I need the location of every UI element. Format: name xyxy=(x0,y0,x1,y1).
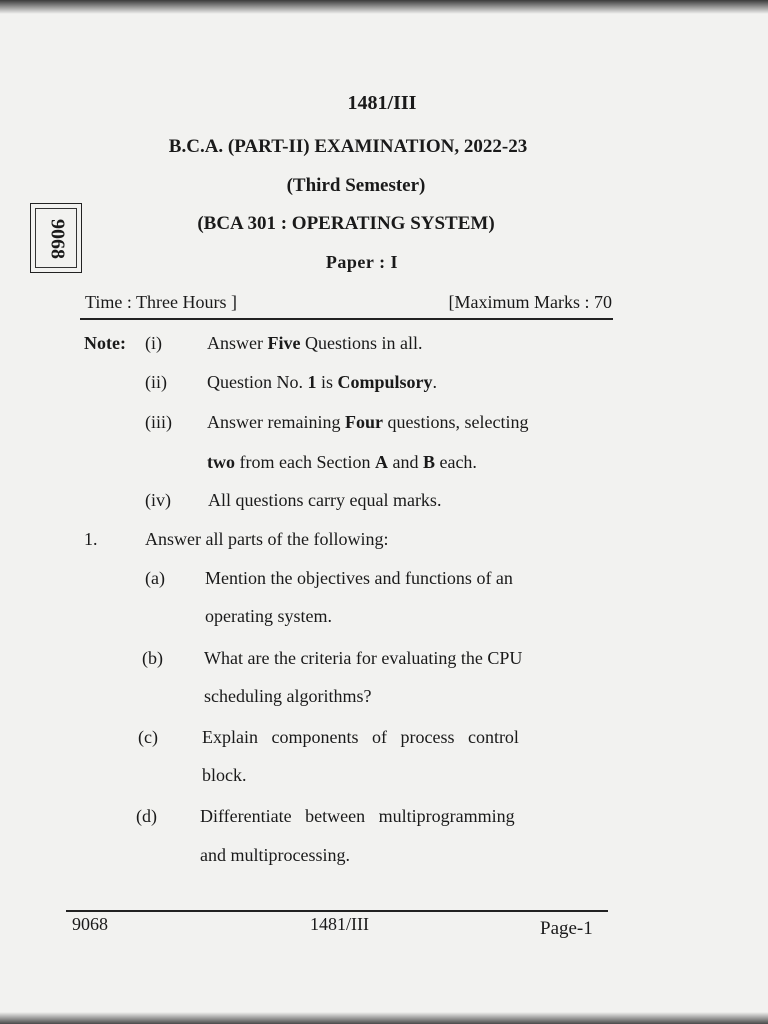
note-text: Question No. 1 is Compulsory. xyxy=(207,372,438,392)
part-text-continued: block. xyxy=(202,765,247,785)
course-title: (BCA 301 : OPERATING SYSTEM) xyxy=(197,213,495,234)
exam-title: B.C.A. (PART-II) EXAMINATION, 2022-23 xyxy=(168,136,528,157)
header-divider xyxy=(80,318,613,320)
part-label: (a) xyxy=(145,568,165,588)
page-number: Page-1 xyxy=(540,918,593,939)
time-duration: Time : Three Hours ] xyxy=(85,292,237,312)
note-number: (i) xyxy=(145,333,162,353)
part-text: Explain components of process control xyxy=(202,727,519,747)
note-number: (iv) xyxy=(145,490,171,510)
maximum-marks: [Maximum Marks : 70 xyxy=(448,292,612,312)
part-label: (d) xyxy=(136,806,157,826)
part-label: (b) xyxy=(142,648,163,668)
part-text: What are the criteria for evaluating the CPU xyxy=(204,648,523,668)
paper-code: 1481/III xyxy=(347,92,417,114)
side-code-box xyxy=(30,203,82,273)
question-prompt: Answer all parts of the following: xyxy=(145,529,389,549)
footer-divider xyxy=(66,910,608,912)
semester: (Third Semester) xyxy=(286,175,426,196)
top-edge-shadow xyxy=(0,0,768,14)
part-text-continued: scheduling algorithms? xyxy=(204,686,372,706)
bottom-edge-shadow xyxy=(0,1012,768,1024)
note-number: (ii) xyxy=(145,372,167,392)
part-label: (c) xyxy=(138,727,158,747)
note-number: (iii) xyxy=(145,412,172,432)
paper-number: Paper : I xyxy=(325,252,399,272)
note-text: All questions carry equal marks. xyxy=(208,490,442,510)
part-text-continued: operating system. xyxy=(205,606,332,626)
part-text-continued: and multiprocessing. xyxy=(200,845,350,865)
question-number: 1. xyxy=(84,529,98,549)
part-text: Differentiate between multiprogramming xyxy=(200,806,515,826)
note-text-continued: two from each Section A and B each. xyxy=(207,452,477,472)
note-label: Note: xyxy=(84,333,126,353)
note-text: Answer remaining Four questions, selecting xyxy=(207,412,529,432)
footer-paper-code: 1481/III xyxy=(310,914,369,934)
part-text: Mention the objectives and functions of an xyxy=(205,568,513,588)
note-text: Answer Five Questions in all. xyxy=(207,333,423,353)
footer-left-code: 9068 xyxy=(72,914,108,934)
side-code: 9068 xyxy=(46,219,69,259)
